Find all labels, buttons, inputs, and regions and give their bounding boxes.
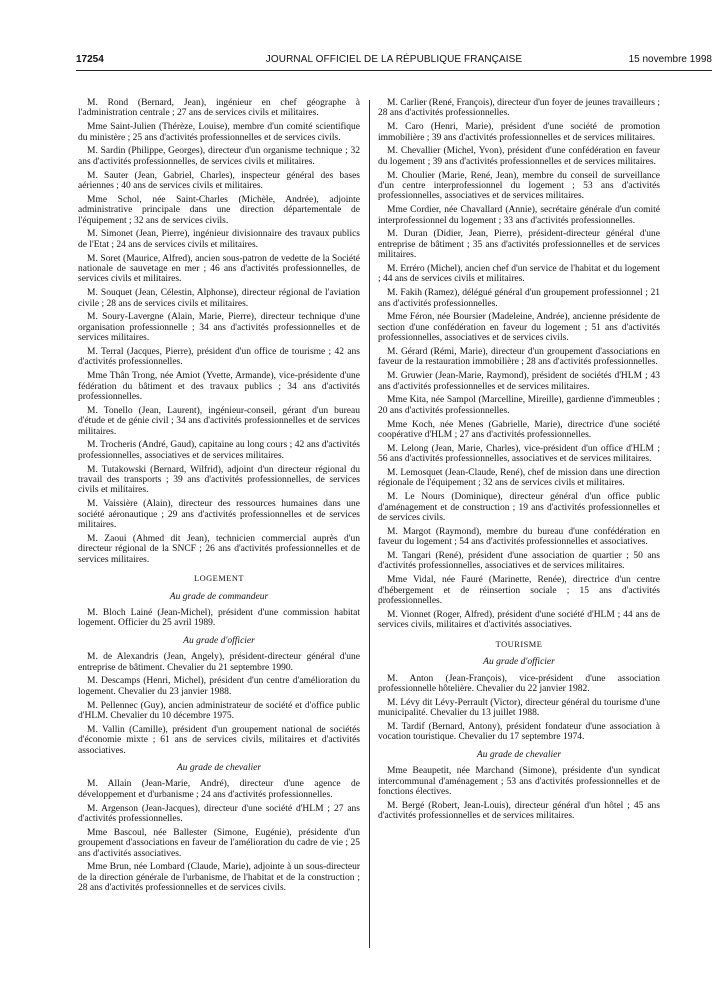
section-title-tourisme: TOURISME [495, 639, 543, 649]
grade-heading-officier: Au grade d'officier [183, 635, 255, 646]
grade-heading-chevalier: Au grade de chevalier [176, 762, 262, 773]
entries-list [378, 766, 660, 821]
honoree-entry: M. Vallin (Camille), président d'un groupement national de sociétés d'économie mixte ; 61 ans de services civils, militaires et d'activités associatives. [78, 724, 360, 756]
honoree-entry: M. Tutakowski (Bernard, Wilfrid), adjoint d'un directeur régional du travail des transports ; 39 ans d'activités professionnelles, de services civils et militaires. [78, 464, 360, 496]
entries-list [78, 608, 360, 629]
honoree-entry: M. Souquet (Jean, Célestin, Alphonse), directeur régional de l'aviation civile ; 28 ans de services civils et militaires. [78, 288, 360, 309]
honoree-entry: M. Gruwier (Jean-Marie, Raymond), président de sociétés d'HLM ; 43 ans d'activités professionnelles et de services militaires. [378, 371, 660, 392]
grade-heading-officier: Au grade d'officier [483, 657, 555, 668]
honoree-entry: M. Carlier (René, François), directeur d'un foyer de jeunes travailleurs ; 28 ans d'activités professionnelles. [378, 98, 660, 119]
page-number: 17254 [76, 54, 104, 65]
honoree-entry: M. Le Nours (Dominique), directeur général d'un office public d'aménagement et de construction ; 19 ans d'activités professionnelles et de services civils. [378, 492, 660, 524]
honoree-entry: M. Sardin (Philippe, Georges), directeur d'un organisme technique ; 32 ans d'activités professionnelles, de services civils et militaires. [78, 146, 360, 167]
honoree-entry: M. Lévy dit Lévy-Perrault (Victor), directeur général du tourisme d'une municipalité. Chevalier du 13 juillet 1988. [378, 697, 660, 719]
honoree-entry: M. Tonello (Jean, Laurent), ingénieur-conseil, gérant d'un bureau d'étude et de génie civil ; 34 ans d'activités professionnelles et de services militaires. [78, 405, 360, 437]
honoree-entry: Mme Kita, née Sampol (Marcelline, Mireille), gardienne d'immeubles ; 20 ans d'activités professionnelles. [378, 395, 660, 416]
honoree-entry: M. Gérard (Rémi, Marie), directeur d'un groupement d'associations en faveur de la restauration immobilière ; 28 ans d'activités professionnelles. [378, 347, 660, 368]
honoree-entry: Mme Thân Trong, née Amiot (Yvette, Armande), vice-présidente d'une fédération du bâtiment et des travaux publics ; 34 ans d'activités professionnelles. [78, 371, 360, 403]
column-divider [369, 100, 370, 948]
honoree-entry: M. Lemosquet (Jean-Claude, René), chef de mission dans une direction régionale de l'équipement ; 32 ans de services civils et militaires. [378, 468, 660, 489]
honoree-entry: M. Fakih (Ramez), délégué général d'un groupement professionnel ; 21 ans d'activités professionnelles. [378, 288, 660, 309]
honoree-entry: M. Lelong (Jean, Marie, Charles), vice-président d'un office d'HLM ; 56 ans d'activités professionnelles, associatives et de services militaires. [378, 443, 660, 465]
honoree-entry: M. Simonet (Jean, Pierre), ingénieur divisionnaire des travaux publics de l'Etat ; 24 ans de services civils et militaires. [78, 229, 360, 250]
honoree-entry: M. Bergé (Robert, Jean-Louis), directeur général d'un hôtel ; 45 ans d'activités professionnelles et de services militaires. [378, 800, 660, 822]
honoree-entry: M. Terral (Jacques, Pierre), président d'un office de tourisme ; 42 ans d'activités professionnelles. [78, 347, 360, 368]
grade-heading-commandeur: Au grade de commandeur [169, 591, 269, 602]
honoree-entry: M. Rond (Bernard, Jean), ingénieur en chef géographe à l'administration centrale ; 27 ans de services civils et militaires. [78, 98, 360, 119]
honoree-entry: M. Caro (Henri, Marie), président d'une société de promotion immobilière ; 39 ans d'activités professionnelles et de services militaires. [378, 122, 660, 143]
honoree-entry: M. Sauter (Jean, Gabriel, Charles), inspecteur général des bases aériennes ; 40 ans de services civils et militaires. [78, 170, 360, 192]
honoree-entry: Mme Beaupetit, née Marchand (Simone), présidente d'un syndicat intercommunal d'aménagement ; 53 ans d'activités professionnelles et de fonctions électives. [378, 766, 660, 797]
honoree-entry: M. Vaissière (Alain), directeur des ressources humaines dans une société aéronautique ; 29 ans d'activités professionnelles et de services militaires. [78, 499, 360, 531]
honoree-entry: M. Anton (Jean-François), vice-président d'une association professionnelle hôtelière. Chevalier du 22 janvier 1982. [378, 673, 660, 694]
honoree-entry: Mme Koch, née Menes (Gabrielle, Marie), directrice d'une société coopérative d'HLM ; 27 ans d'activités professionnelles. [378, 419, 660, 441]
honoree-entry: Mme Brun, née Lombard (Claude, Marie), adjointe à un sous-directeur de la direction générale de l'urbanisme, de l'habitat et de la construction ; 28 ans d'activités professionnelles et de services civils. [78, 862, 360, 894]
page-header [76, 52, 712, 68]
entries-list [78, 779, 360, 893]
honoree-entry: M. Soret (Maurice, Alfred), ancien sous-patron de vedette de la Société nationale de sauvetage en mer ; 46 ans d'activités professionnelles, de services civils et militaires. [78, 253, 360, 285]
entries-list [78, 98, 360, 565]
journal-title: JOURNAL OFFICIEL DE LA RÉPUBLIQUE FRANÇAISE [265, 54, 523, 65]
honoree-entry: M. Bloch Lainé (Jean-Michel), président d'une commission habitat logement. Officier du 25 avril 1989. [78, 607, 360, 629]
honoree-entry: M. Trocheris (André, Gaud), capitaine au long cours ; 42 ans d'activités professionnelles, associatives et de services militaires. [78, 440, 360, 461]
honoree-entry: M. Choulier (Marie, René, Jean), membre du conseil de surveillance d'un centre interprofessionnel du logement ; 53 ans d'activités professionnelles, associatives et de services militaires. [378, 170, 660, 202]
entries-list [378, 98, 660, 631]
entries-list [78, 652, 360, 756]
honoree-entry: M. Vionnet (Roger, Alfred), président d'une société d'HLM ; 44 ans de services civils, militaires et d'activités associatives. [378, 609, 660, 631]
honoree-entry: Mme Cordier, née Chavallard (Annie), secrétaire générale d'un comité interprofessionnel du logement ; 33 ans d'activités professionnelles. [378, 205, 660, 226]
header-rule [76, 70, 712, 71]
honoree-entry: M. Zaoui (Ahmed dit Jean), technicien commercial auprès d'un directeur régional de la SNCF ; 26 ans d'activités professionnelles et de services militaires. [78, 533, 360, 565]
honoree-entry: Mme Schol, née Saint-Charles (Michèle, Andrée), adjointe administrative principale dans une direction départementale de l'équipement ; 32 ans de services civils. [78, 194, 360, 226]
right-column [378, 98, 660, 825]
honoree-entry: M. Margot (Raymond), membre du bureau d'une confédération en faveur du logement ; 54 ans d'activités professionnelles et associatives. [378, 526, 660, 548]
honoree-entry: M. Descamps (Henri, Michel), président d'un centre d'amélioration du logement. Chevalier du 23 janvier 1988. [78, 676, 360, 697]
honoree-entry: Mme Saint-Julien (Thérèze, Louise), membre d'un comité scientifique du ministère ; 25 ans d'activités professionnelles et de services civils. [78, 122, 360, 143]
honoree-entry: M. de Alexandris (Jean, Angely), président-directeur général d'une entreprise de bâtiment. Chevalier du 21 septembre 1990. [78, 652, 360, 673]
honoree-entry: M. Chevallier (Michel, Yvon), président d'une confédération en faveur du logement ; 39 ans d'activités professionnelles et de services militaires. [378, 146, 660, 167]
honoree-entry: M. Allain (Jean-Marie, André), directeur d'une agence de développement et d'urbanisme ; 24 ans d'activités professionnelles. [78, 779, 360, 800]
honoree-entry: Mme Féron, née Boursier (Madeleine, Andrée), ancienne présidente de section d'une confédération en faveur du logement ; 51 ans d'activités professionnelles, associatives et de services civils. [378, 312, 660, 344]
honoree-entry: M. Tangari (René), président d'une association de quartier ; 50 ans d'activités professionnelles, associatives et de services militaires. [378, 551, 660, 572]
honoree-entry: M. Tardif (Bernard, Antony), président fondateur d'une association à vocation touristique. Chevalier du 17 septembre 1974. [378, 721, 660, 743]
publication-date: 15 novembre 1998 [628, 54, 712, 65]
honoree-entry: M. Pellennec (Guy), ancien administrateur de société et d'office public d'HLM. Chevalier du 10 décembre 1975. [78, 700, 360, 721]
honoree-entry: Mme Bascoul, née Ballester (Simone, Eugénie), présidente d'un groupement d'associations en faveur de l'amélioration du cadre de vie ; 25 ans d'activités associatives. [78, 827, 360, 859]
honoree-entry: Mme Vidal, née Fauré (Marinette, Renée), directrice d'un centre d'hébergement et de réinsertion sociale ; 15 ans d'activités professionnelles. [378, 575, 660, 607]
honoree-entry: M. Argenson (Jean-Jacques), directeur d'une société d'HLM ; 27 ans d'activités professionnelles. [78, 803, 360, 824]
honoree-entry: M. Soury-Lavergne (Alain, Marie, Pierre), directeur technique d'une organisation professionnelle ; 34 ans d'activités professionnelles et de services militaires. [78, 312, 360, 344]
entries-list [378, 674, 660, 743]
left-column [78, 98, 360, 897]
honoree-entry: M. Erréro (Michel), ancien chef d'un service de l'habitat et du logement ; 44 ans de services civils et militaires. [378, 264, 660, 285]
honoree-entry: M. Duran (Didier, Jean, Pierre), président-directeur général d'une entreprise de bâtiment ; 35 ans d'activités professionnelles et de services militaires. [378, 229, 660, 261]
section-title-logement: LOGEMENT [193, 574, 245, 584]
grade-heading-chevalier: Au grade de chevalier [476, 749, 562, 760]
